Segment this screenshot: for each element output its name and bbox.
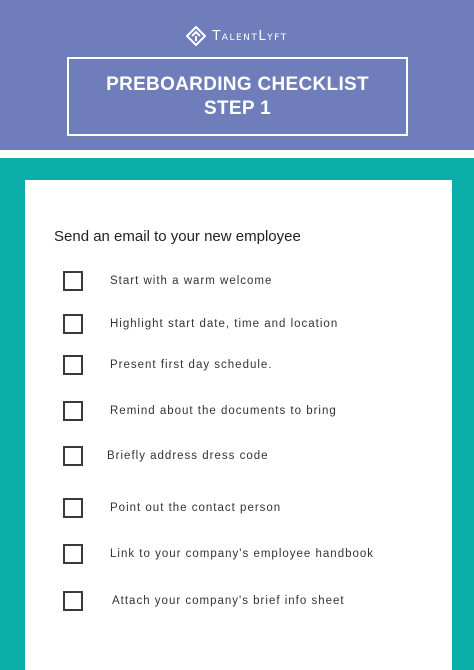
page-title: PREBOARDING CHECKLIST: [106, 73, 369, 95]
checkbox[interactable]: [63, 446, 83, 466]
checklist-item-label: Briefly address dress code: [107, 450, 269, 462]
checklist-item-label: Start with a warm welcome: [110, 275, 273, 287]
checkbox[interactable]: [63, 591, 83, 611]
checkbox[interactable]: [63, 355, 83, 375]
checklist-item[interactable]: [0, 271, 474, 293]
title-box: [67, 57, 408, 136]
checkbox[interactable]: [63, 314, 83, 334]
checklist-intro: Send an email to your new employee: [54, 228, 301, 245]
checklist-item-label: Link to your company's employee handbook: [110, 548, 375, 560]
checklist-item-label: Present first day schedule.: [110, 359, 273, 371]
checkbox[interactable]: [63, 544, 83, 564]
checklist-item-label: Highlight start date, time and location: [110, 318, 339, 330]
checklist-item[interactable]: [0, 498, 474, 520]
checkbox[interactable]: [63, 401, 83, 421]
checklist-item[interactable]: [0, 544, 474, 566]
brand-name: TalentLyft: [212, 28, 288, 44]
checklist-item[interactable]: [0, 401, 474, 423]
checklist-item-label: Point out the contact person: [110, 502, 282, 514]
checklist-item[interactable]: [0, 591, 474, 613]
checklist-item-label: Attach your company's brief info sheet: [112, 595, 345, 607]
checkbox[interactable]: [63, 271, 83, 291]
checklist-item[interactable]: [0, 446, 474, 468]
talentlyft-logo-icon: [186, 26, 206, 46]
page-subtitle: STEP 1: [204, 97, 271, 119]
checklist-item[interactable]: [0, 314, 474, 336]
checklist-item-label: Remind about the documents to bring: [110, 405, 337, 417]
header-banner: [0, 0, 474, 150]
checklist-item[interactable]: [0, 355, 474, 377]
checkbox[interactable]: [63, 498, 83, 518]
brand-logo: [0, 24, 474, 48]
